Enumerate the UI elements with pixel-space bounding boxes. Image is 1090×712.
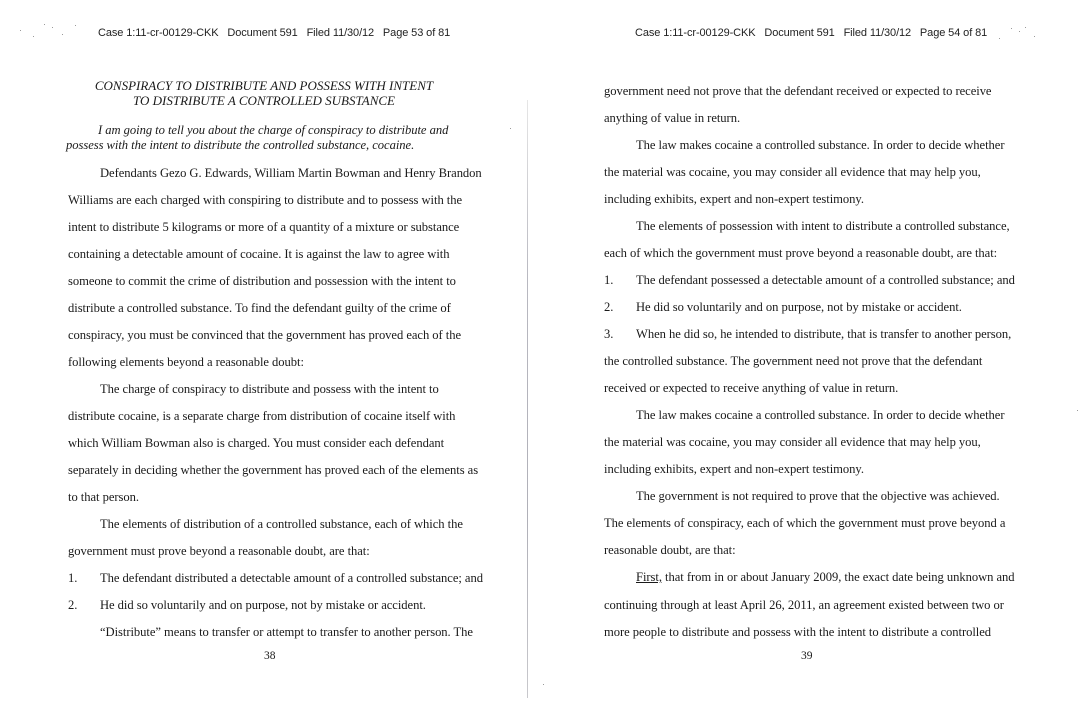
list-number: 2. xyxy=(604,300,614,314)
body-line: Defendants Gezo G. Edwards, William Martin Bowman and Henry Brandon xyxy=(100,166,482,180)
body-line: the material was cocaine, you may consider all evidence that may help you, xyxy=(604,165,981,179)
list-item-text: He did so voluntarily and on purpose, not by mistake or accident. xyxy=(100,598,426,612)
body-line: conspiracy, you must be convinced that the government has proved each of the xyxy=(68,328,462,342)
body-line: the controlled substance. The government need not prove that the defendant xyxy=(604,354,983,368)
body-line: more people to distribute and possess with the intent to distribute a controlled xyxy=(604,625,992,639)
body-line: The elements of conspiracy, each of which the government must prove beyond a xyxy=(604,516,1006,530)
body-line: including exhibits, expert and non-expert testimony. xyxy=(604,462,864,476)
list-item-text: The defendant possessed a detectable amount of a controlled substance; and xyxy=(636,273,1015,287)
list-number: 2. xyxy=(68,598,78,612)
scan-speck xyxy=(510,128,511,129)
body-line: following elements beyond a reasonable doubt: xyxy=(68,355,304,369)
body-line: reasonable doubt, are that: xyxy=(604,543,736,557)
list-number: 1. xyxy=(604,273,614,287)
case-header: Case 1:11-cr-00129-CKK Document 591 Filed 11/30/12 Page 53 of 81 xyxy=(98,27,451,39)
body-line: distribute a controlled substance. To find the defendant guilty of the crime of xyxy=(68,301,451,315)
scan-speck xyxy=(44,24,45,25)
body-line: the material was cocaine, you may consider all evidence that may help you, xyxy=(604,435,981,449)
body-line: government must prove beyond a reasonable doubt, are that: xyxy=(68,544,370,558)
first-element-text: that from in or about January 2009, the exact date being unknown and xyxy=(661,570,1015,584)
first-element-line xyxy=(636,569,1015,585)
body-line: separately in deciding whether the government has proved each of the elements as xyxy=(68,463,479,477)
scan-speck xyxy=(1011,28,1012,29)
scan-speck xyxy=(1025,27,1026,28)
scan-speck xyxy=(62,34,63,35)
case-header: Case 1:11-cr-00129-CKK Document 591 Filed 11/30/12 Page 54 of 81 xyxy=(635,27,988,39)
right-page xyxy=(529,0,1090,712)
body-line: The government is not required to prove that the objective was achieved. xyxy=(636,489,1000,503)
body-line: received or expected to receive anything of value in return. xyxy=(604,381,899,395)
body-line: The charge of conspiracy to distribute and possess with the intent to xyxy=(100,382,439,396)
body-line: intent to distribute 5 kilograms or more of a quantity of a mixture or substance xyxy=(68,220,460,234)
list-item-text: When he did so, he intended to distribute, that is transfer to another person, xyxy=(636,327,1012,341)
scan-speck xyxy=(543,684,544,685)
body-line: continuing through at least April 26, 2011, an agreement existed between two or xyxy=(604,598,1004,612)
scan-speck xyxy=(33,36,34,37)
list-number: 1. xyxy=(68,571,78,585)
body-line: Williams are each charged with conspiring to distribute and to possess with the xyxy=(68,193,463,207)
page-number: 38 xyxy=(264,650,276,662)
body-line: to that person. xyxy=(68,490,139,504)
body-line: including exhibits, expert and non-expert testimony. xyxy=(604,192,864,206)
section-title-line-2: TO DISTRIBUTE A CONTROLLED SUBSTANCE xyxy=(133,93,395,108)
body-line: distribute cocaine, is a separate charge from distribution of cocaine itself with xyxy=(68,409,456,423)
body-line: The law makes cocaine a controlled substance. In order to decide whether xyxy=(636,138,1005,152)
body-line: containing a detectable amount of cocaine. It is against the law to agree with xyxy=(68,247,450,261)
scan-speck xyxy=(1077,410,1078,411)
body-line: The elements of possession with intent to distribute a controlled substance, xyxy=(636,219,1010,233)
scan-speck xyxy=(75,25,76,26)
intro-line-1: I am going to tell you about the charge of conspiracy to distribute and xyxy=(98,123,449,137)
left-page xyxy=(0,0,528,712)
first-label: First, xyxy=(636,570,662,584)
body-line: anything of value in return. xyxy=(604,111,741,125)
intro-line-2: possess with the intent to distribute the controlled substance, cocaine. xyxy=(66,138,415,152)
scan-speck xyxy=(20,30,21,31)
page-divider xyxy=(527,100,528,698)
body-line: The law makes cocaine a controlled substance. In order to decide whether xyxy=(636,408,1005,422)
body-line: “Distribute” means to transfer or attempt to transfer to another person. The xyxy=(100,625,473,639)
page-number: 39 xyxy=(801,650,813,662)
body-line: someone to commit the crime of distribution and possession with the intent to xyxy=(68,274,456,288)
list-item-text: He did so voluntarily and on purpose, not by mistake or accident. xyxy=(636,300,962,314)
body-line: which William Bowman also is charged. You must consider each defendant xyxy=(68,436,445,450)
scan-speck xyxy=(52,27,53,28)
body-line: each of which the government must prove beyond a reasonable doubt, are that: xyxy=(604,246,998,260)
section-title-line-1: CONSPIRACY TO DISTRIBUTE AND POSSESS WITH INTENT xyxy=(94,78,434,93)
body-line: government need not prove that the defendant received or expected to receive xyxy=(604,84,992,98)
list-item-text: The defendant distributed a detectable amount of a controlled substance; and xyxy=(100,571,483,585)
scan-speck xyxy=(1034,36,1035,37)
body-line: The elements of distribution of a controlled substance, each of which the xyxy=(100,517,463,531)
scan-speck xyxy=(999,38,1000,39)
scan-speck xyxy=(1019,31,1020,32)
list-number: 3. xyxy=(604,327,614,341)
